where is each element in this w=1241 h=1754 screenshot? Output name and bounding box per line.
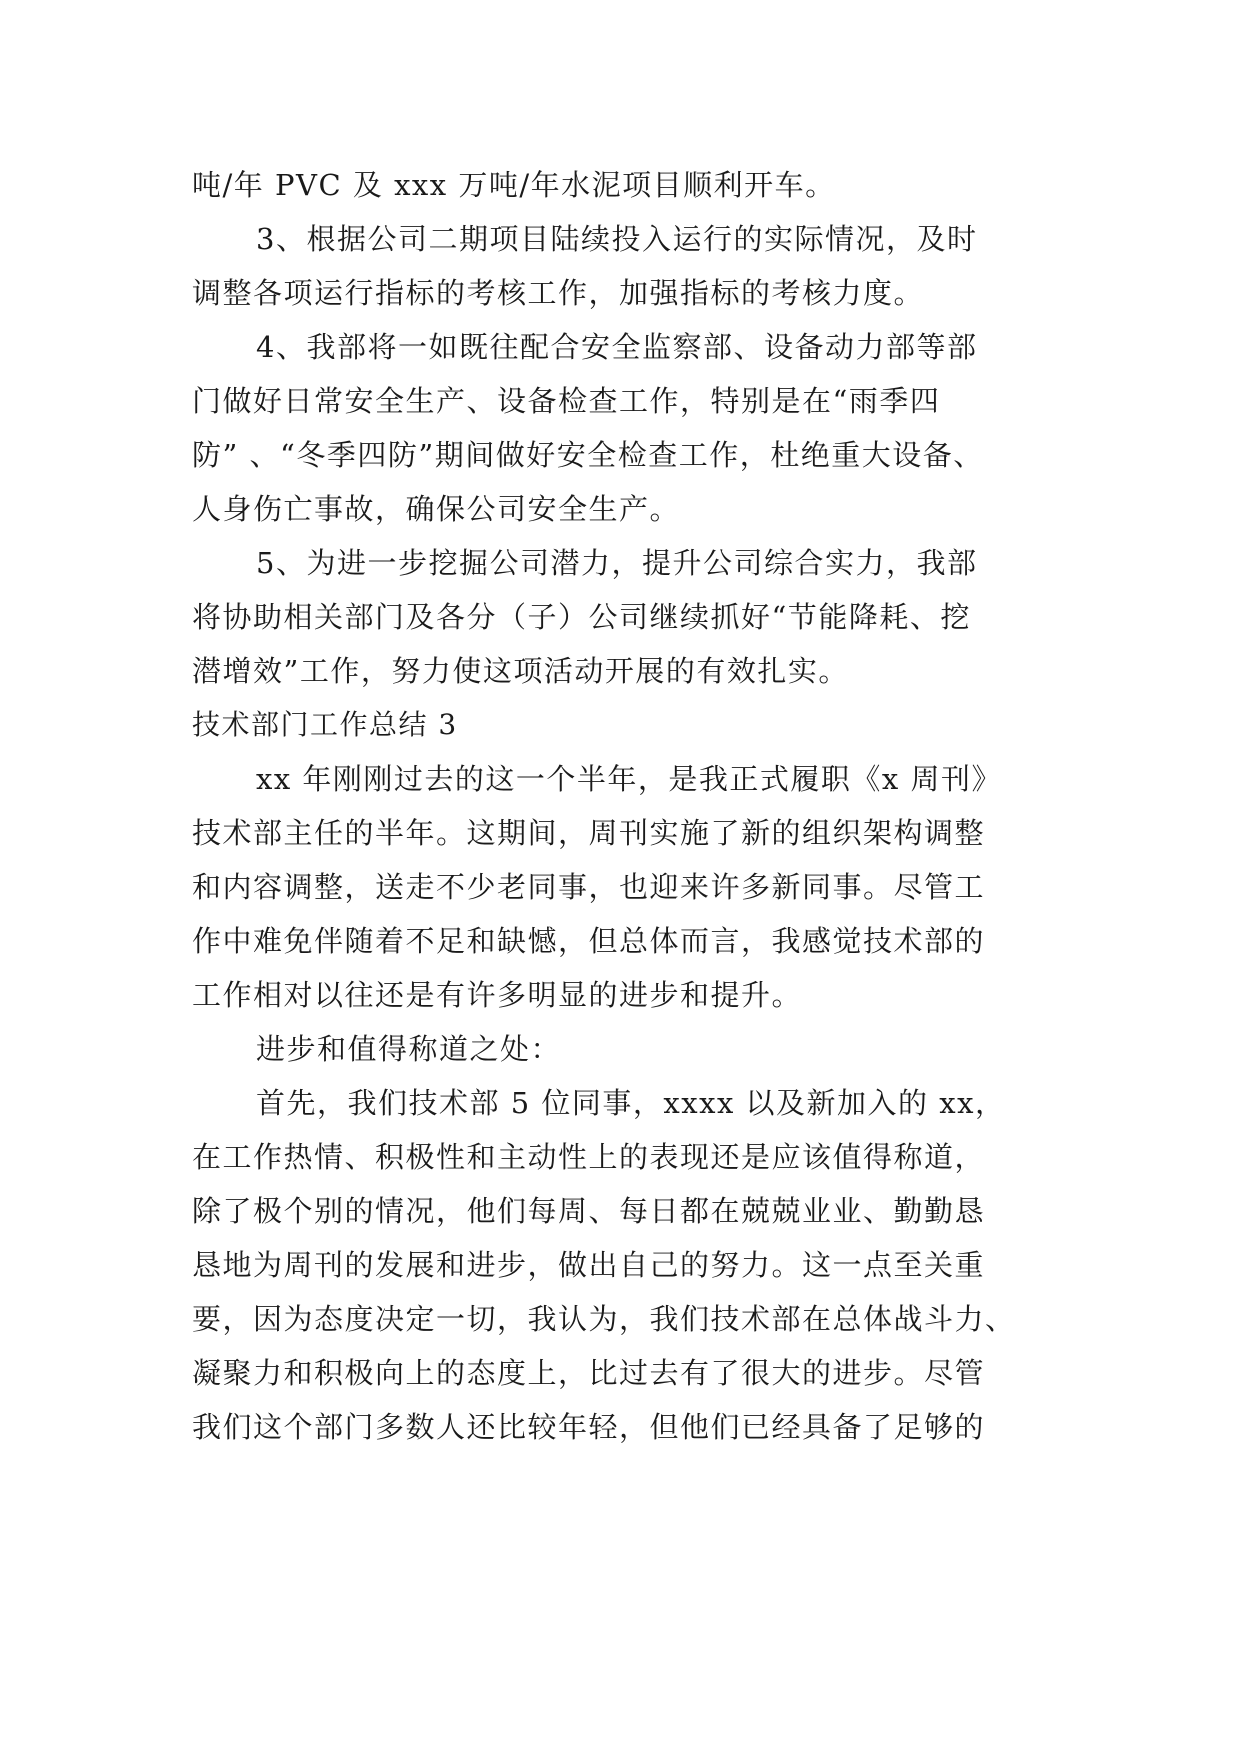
- section-heading: 技术部门工作总结 3: [192, 708, 458, 741]
- text-line: 潜增效”工作，努力使这项活动开展的有效扎实。: [192, 654, 849, 688]
- text-line: 4、我部将一如既往配合安全监察部、设备动力部等部: [256, 330, 978, 364]
- text-line: 吨/年 PVC 及 xxx 万吨/年水泥项目顺利开车。: [192, 168, 836, 202]
- text-line: 凝聚力和积极向上的态度上，比过去有了很大的进步。尽管: [192, 1356, 986, 1390]
- text-line: 工作相对以往还是有许多明显的进步和提升。: [192, 978, 803, 1012]
- text-line: 在工作热情、积极性和主动性上的表现还是应该值得称道，: [192, 1140, 986, 1174]
- text-line: xx 年刚刚过去的这一个半年，是我正式履职《x 周刊》: [256, 762, 1003, 796]
- text-line: 人身伤亡事故，确保公司安全生产。: [192, 492, 681, 526]
- text-line: 技术部主任的半年。这期间，周刊实施了新的组织架构调整: [192, 816, 986, 850]
- document-body: [192, 158, 1062, 1454]
- text-line: 门做好日常安全生产、设备检查工作，特别是在“雨季四: [192, 384, 941, 418]
- text-line: 和内容调整，送走不少老同事，也迎来许多新同事。尽管工: [192, 870, 986, 904]
- text-line: 作中难免伴随着不足和缺憾，但总体而言，我感觉技术部的: [192, 924, 986, 958]
- text-line: 5、为进一步挖掘公司潜力，提升公司综合实力，我部: [256, 546, 978, 580]
- text-line: 我们这个部门多数人还比较年轻，但他们已经具备了足够的: [192, 1410, 986, 1444]
- text-line: 防” 、“冬季四防”期间做好安全检查工作，杜绝重大设备、: [192, 438, 984, 472]
- text-line: 3、根据公司二期项目陆续投入运行的实际情况，及时: [256, 222, 978, 256]
- text-line: 进步和值得称道之处：: [256, 1032, 562, 1066]
- text-line: 将协助相关部门及各分（子）公司继续抓好“节能降耗、挖: [192, 600, 971, 634]
- text-line: 首先，我们技术部 5 位同事，xxxx 以及新加入的 xx，: [256, 1086, 1006, 1120]
- text-line: 恳地为周刊的发展和进步，做出自己的努力。这一点至关重: [192, 1248, 986, 1282]
- text-line: 除了极个别的情况，他们每周、每日都在兢兢业业、勤勤恳: [192, 1194, 986, 1228]
- text-line: 要，因为态度决定一切，我认为，我们技术部在总体战斗力、: [192, 1302, 1016, 1336]
- text-line: 调整各项运行指标的考核工作，加强指标的考核力度。: [192, 276, 925, 310]
